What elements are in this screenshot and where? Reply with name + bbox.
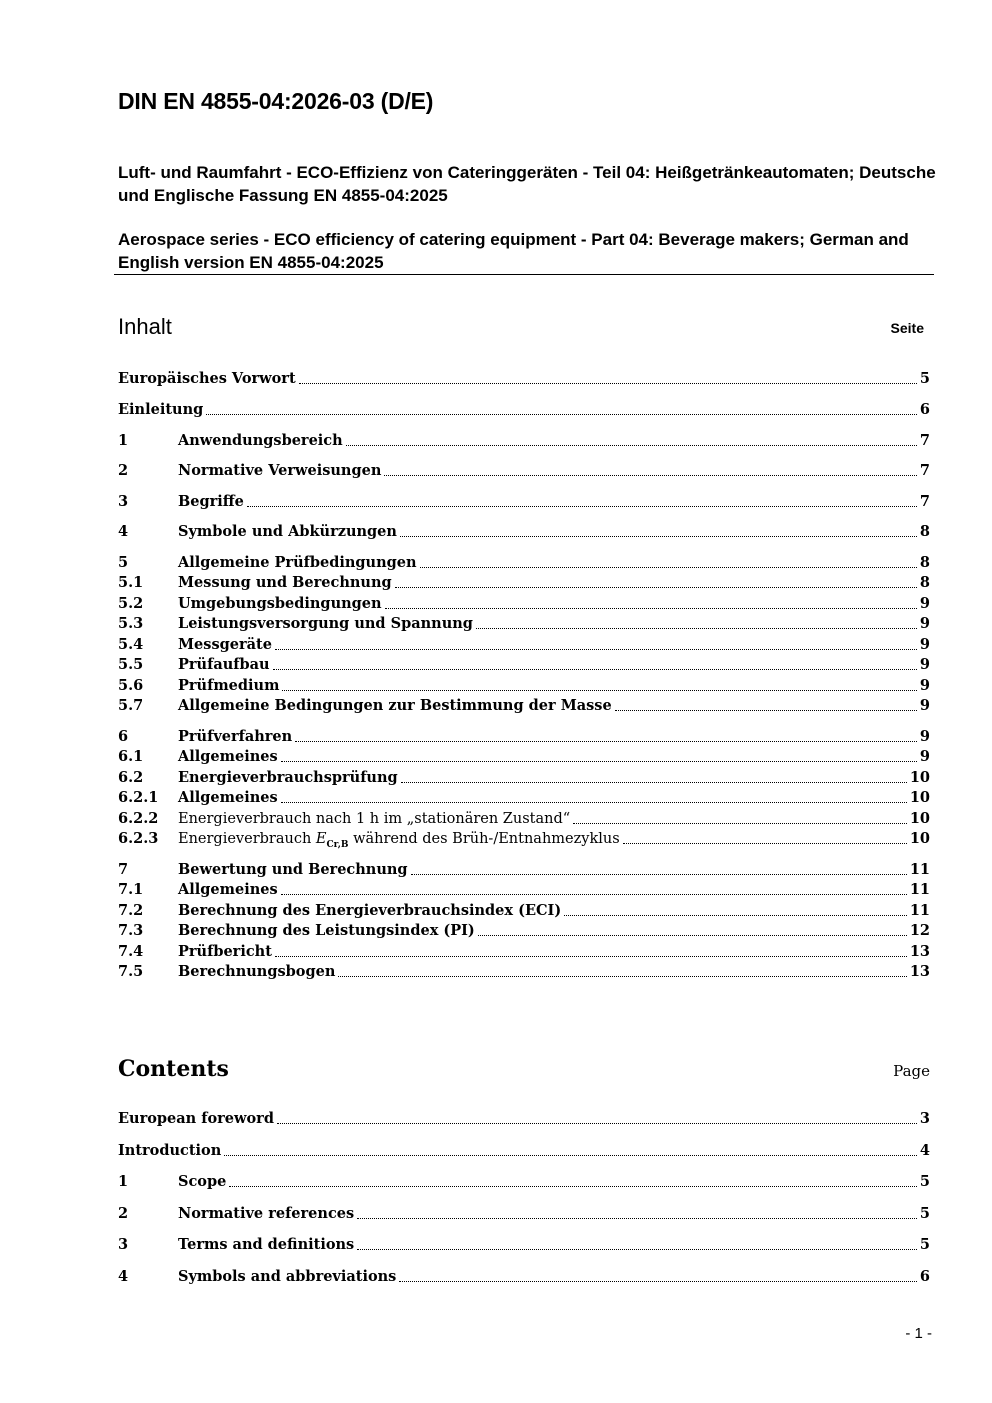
toc-label: Allgemeines (178, 789, 278, 806)
toc-label (178, 831, 620, 850)
leader-dots (400, 535, 917, 537)
toc-number: 5.2 (118, 595, 144, 612)
toc-page: 6 (919, 401, 930, 418)
toc-entry[interactable] (118, 922, 930, 942)
toc-label: Allgemeine Bedingungen zur Bestimmung der Masse (178, 697, 612, 714)
toc-page: 8 (919, 554, 930, 571)
toc-label: Begriffe (178, 493, 244, 510)
toc-entry[interactable] (118, 574, 930, 594)
leader-dots (273, 668, 917, 670)
leader-dots (275, 648, 917, 650)
leader-dots (281, 893, 907, 895)
toc-page: 10 (909, 810, 930, 827)
symbol-e: E (315, 831, 327, 847)
toc-label: Berechnungsbogen (178, 963, 336, 980)
toc-entry[interactable] (118, 728, 930, 748)
toc-page: 13 (909, 943, 930, 960)
toc-page: 13 (909, 963, 930, 980)
toc-number: 1 (118, 1173, 129, 1190)
toc-label: Berechnung des Energieverbrauchsindex (ECI) (178, 902, 562, 919)
toc-page: 11 (909, 881, 930, 898)
toc-entry[interactable] (118, 963, 930, 983)
toc-label-post: während des Brüh-/Entnahmezyklus (348, 831, 620, 847)
leader-dots (623, 842, 907, 844)
toc-number: 7.3 (118, 922, 144, 939)
toc-number: 4 (118, 1268, 129, 1285)
page-number: - 1 - (905, 1325, 932, 1342)
leader-dots (338, 975, 906, 977)
toc-number: 4 (118, 523, 129, 540)
toc-number: 7 (118, 861, 129, 878)
toc-label: Normative Verweisungen (178, 462, 382, 479)
toc-label: Normative references (178, 1205, 355, 1222)
leader-dots (299, 382, 917, 384)
toc-entry[interactable] (118, 943, 930, 963)
leader-dots (357, 1217, 917, 1219)
toc-number: 7.5 (118, 963, 144, 980)
toc-page: 9 (919, 748, 930, 765)
leader-dots (411, 873, 907, 875)
toc-entry[interactable] (118, 1142, 930, 1162)
toc-entry[interactable] (118, 1173, 930, 1193)
toc-label: Prüfmedium (178, 677, 280, 694)
toc-entry[interactable] (118, 523, 930, 543)
inhalt-header (118, 314, 930, 344)
leader-dots (420, 566, 917, 568)
toc-page: 5 (919, 370, 930, 387)
document-title: DIN EN 4855-04:2026-03 (D/E) (118, 88, 434, 114)
toc-label: Bewertung und Berechnung (178, 861, 408, 878)
toc-page: 9 (919, 656, 930, 673)
toc-entry[interactable] (118, 830, 930, 850)
leader-dots (385, 607, 917, 609)
toc-label: Prüfaufbau (178, 656, 270, 673)
toc-number: 6.2.3 (118, 830, 159, 847)
inhalt-heading: Inhalt (118, 314, 172, 339)
toc-page: 9 (919, 636, 930, 653)
toc-page: 8 (919, 523, 930, 540)
toc-entry[interactable] (118, 554, 930, 574)
toc-label: Allgemeines (178, 881, 278, 898)
toc-entry[interactable] (118, 789, 930, 809)
leader-dots (478, 934, 907, 936)
toc-label: Messgeräte (178, 636, 272, 653)
toc-page: 7 (919, 462, 930, 479)
leader-dots (277, 1122, 917, 1124)
toc-label: Allgemeine Prüfbedingungen (178, 554, 417, 571)
toc-number: 6.1 (118, 748, 144, 765)
leader-dots (564, 914, 907, 916)
toc-page: 9 (919, 595, 930, 612)
toc-entry[interactable] (118, 810, 930, 830)
toc-entry[interactable] (118, 1110, 930, 1130)
toc-page: 4 (919, 1142, 930, 1159)
leader-dots (573, 822, 907, 824)
toc-page: 10 (909, 769, 930, 786)
toc-entry[interactable] (118, 697, 930, 717)
toc-label: Messung und Berechnung (178, 574, 392, 591)
toc-entry[interactable] (118, 861, 930, 881)
toc-page: 11 (909, 861, 930, 878)
toc-number: 5.4 (118, 636, 144, 653)
leader-dots (401, 781, 907, 783)
toc-page: 5 (919, 1205, 930, 1222)
toc-number: 7.4 (118, 943, 144, 960)
toc-entry[interactable] (118, 636, 930, 656)
leader-dots (295, 740, 917, 742)
leader-dots (275, 955, 907, 957)
toc-page: 6 (919, 1268, 930, 1285)
leader-dots (206, 413, 917, 415)
toc-entry[interactable] (118, 748, 930, 768)
toc-number: 5.1 (118, 574, 144, 591)
toc-page: 7 (919, 493, 930, 510)
toc-label: Umgebungsbedingungen (178, 595, 382, 612)
toc-number: 5.3 (118, 615, 144, 632)
toc-entry[interactable] (118, 1268, 930, 1288)
seite-label: Seite (890, 320, 924, 336)
toc-entry[interactable] (118, 677, 930, 697)
toc-number: 1 (118, 432, 129, 449)
toc-entry[interactable] (118, 656, 930, 676)
toc-number: 5 (118, 554, 129, 571)
toc-entry[interactable] (118, 1205, 930, 1225)
toc-label: Berechnung des Leistungsindex (PI) (178, 922, 475, 939)
contents-header (118, 1056, 930, 1086)
toc-label: Symbole und Abkürzungen (178, 523, 397, 540)
leader-dots (247, 505, 917, 507)
toc-page: 10 (909, 789, 930, 806)
leader-dots (281, 801, 907, 803)
toc-number: 6.2.2 (118, 810, 159, 827)
toc-entry[interactable] (118, 432, 930, 452)
toc-label: Europäisches Vorwort (118, 370, 296, 387)
toc-label: Energieverbrauch nach 1 h im „stationären Zustand“ (178, 811, 571, 827)
toc-number: 3 (118, 493, 129, 510)
toc-entry[interactable] (118, 1236, 930, 1256)
toc-label: Einleitung (118, 401, 204, 418)
toc-number: 5.5 (118, 656, 144, 673)
toc-page: 7 (919, 432, 930, 449)
toc-number: 7.2 (118, 902, 144, 919)
toc-number: 5.7 (118, 697, 144, 714)
toc-entry[interactable] (118, 769, 930, 789)
page-label: Page (893, 1062, 930, 1080)
leader-dots (357, 1248, 917, 1250)
toc-entry[interactable] (118, 462, 930, 482)
toc-page: 9 (919, 728, 930, 745)
leader-dots (395, 586, 917, 588)
toc-number: 6.2.1 (118, 789, 159, 806)
toc-entry[interactable] (118, 370, 930, 390)
toc-entry[interactable] (118, 902, 930, 922)
toc-number: 6.2 (118, 769, 144, 786)
toc-page: 8 (919, 574, 930, 591)
leader-dots (224, 1154, 917, 1156)
toc-page: 9 (919, 677, 930, 694)
toc-label: Prüfverfahren (178, 728, 293, 745)
toc-page: 10 (909, 830, 930, 847)
toc-page: 3 (919, 1110, 930, 1127)
toc-label: Anwendungsbereich (178, 432, 343, 449)
leader-dots (615, 709, 917, 711)
toc-label: Symbols and abbreviations (178, 1268, 397, 1285)
leader-dots (399, 1280, 917, 1282)
leader-dots (282, 689, 916, 691)
toc-page: 9 (919, 697, 930, 714)
toc-number: 5.6 (118, 677, 144, 694)
toc-label: Introduction (118, 1142, 222, 1159)
leader-dots (384, 474, 917, 476)
toc-label-pre: Energieverbrauch (178, 831, 316, 847)
toc-entry[interactable] (118, 401, 930, 421)
leader-dots (281, 760, 917, 762)
toc-number: 2 (118, 1205, 129, 1222)
toc-label: Terms and definitions (178, 1236, 355, 1253)
leader-dots (476, 627, 917, 629)
toc-page: 9 (919, 615, 930, 632)
toc-page: 5 (919, 1173, 930, 1190)
subtitle-english: Aerospace series - ECO efficiency of catering equipment - Part 04: Beverage makers; German and English version EN 4855-04:2025 (118, 230, 909, 272)
toc-entry[interactable] (118, 881, 930, 901)
toc-number: 6 (118, 728, 129, 745)
toc-number: 3 (118, 1236, 129, 1253)
toc-entry[interactable] (118, 493, 930, 513)
toc-label: Prüfbericht (178, 943, 272, 960)
toc-label: Energieverbrauchsprüfung (178, 769, 398, 786)
title-divider (114, 274, 934, 275)
toc-label: European foreword (118, 1110, 274, 1127)
toc-label: Scope (178, 1173, 227, 1190)
toc-page: 11 (909, 902, 930, 919)
toc-entry[interactable] (118, 615, 930, 635)
toc-label: Allgemeines (178, 748, 278, 765)
symbol-subscript: Cr,B (326, 839, 349, 850)
toc-label: Leistungsversorgung und Spannung (178, 615, 473, 632)
toc-number: 2 (118, 462, 129, 479)
toc-page: 12 (909, 922, 930, 939)
contents-heading: Contents (118, 1056, 229, 1082)
toc-entry[interactable] (118, 595, 930, 615)
toc-page: 5 (919, 1236, 930, 1253)
subtitle-german: Luft- und Raumfahrt - ECO-Effizienz von Cateringgeräten - Teil 04: Heißgetränkeautomaten; Deutsche und Englische Fassung EN 4855-04:2025 (118, 163, 936, 205)
toc-number: 7.1 (118, 881, 144, 898)
leader-dots (229, 1185, 917, 1187)
leader-dots (346, 444, 917, 446)
